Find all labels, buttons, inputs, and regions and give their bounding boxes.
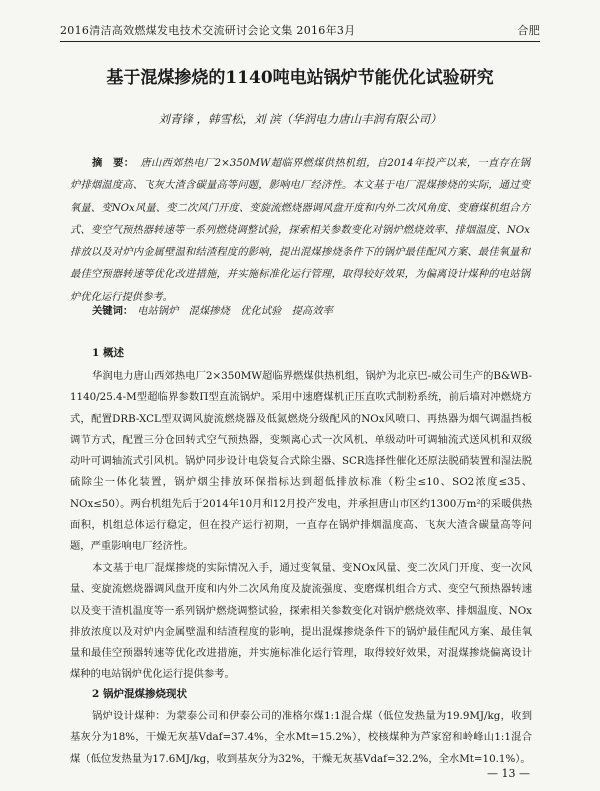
abstract-text: 唐山西郊热电厂2×350MW超临界燃煤供热机组，自2014年投产以来，一直存在锅炉排烟温度高、飞灰大渣含碳量高等问题，影响电厂经济性。本文基于电厂混煤掺烧的实际，通过变氧量、变NOx风量、变二次风门开度、变旋流燃烧器调风盘开度和内外二次风角度、变磨煤机组合方式、变空气预热器转速等一系列燃烧调整试验，探索相关参数变化对锅炉燃烧效率、排烟温度、NOx排放以及对炉内金属壁温和结渣程度的影响，提出混煤掺烧条件下的锅炉最佳配风方案、最佳氧量和最佳空预器转速等优化改进措施，并实施标准化运行管理，取得较好效果，为偏离设计煤种的电站锅炉优化运行提供参考。: [70, 157, 530, 303]
keywords-text: 电站锅炉 混煤掺烧 优化试验 提高效率: [137, 305, 333, 317]
section-1-heading: 1 概述: [92, 347, 124, 359]
header-location: 合肥: [517, 24, 540, 37]
abstract-label: 摘 要：: [92, 157, 135, 169]
running-header: [60, 22, 540, 38]
paper-title: 基于混煤掺烧的1140吨电站锅炉节能优化试验研究: [106, 68, 494, 88]
keywords: [92, 302, 530, 317]
header-proceedings-title: 2016清洁高效燃煤发电技术交流研讨会论文集 2016年3月: [60, 24, 356, 37]
section-1-paragraph-2: 本文基于电厂混煤掺烧的实际情况入手，通过变氧量、变NOx风量、变二次风门开度、变一次风量、变旋流燃烧器调风盘开度和内外二次风角度及旋流强度、变磨煤机组合方式、变空气预热器转速以及变干渣机温度等一系列锅炉燃烧调整试验，探索相关参数变化对锅炉燃烧效率、排烟温度、NOx排放浓度以及对炉内金属壁温和结渣程度的影响，提出混煤掺烧条件下的锅炉最佳配风方案、最佳氧量和最佳空预器转速等优化改进措施，并实施标准化运行管理，取得较好效果，对混煤掺烧偏离设计煤种的电站锅炉优化运行提供参考。: [70, 562, 532, 681]
section-2-paragraph-1: 锅炉设计煤种：为蒙泰公司和伊泰公司的准格尔煤1:1混合煤（低位发热量为19.9MJ/kg，收到基灰分为18%，干燥无灰基Vdaf=37.4%，全水Mt=15.2%），校核煤种为芦家窑和岭峰山1:1混合煤（低位发热量为17.6MJ/kg，收到基灰分为32%，干燥无灰基Vdaf=32.2%，全水Mt=10.1%）。: [70, 710, 532, 765]
page-number: — 13 —: [487, 767, 530, 780]
header-rule: [60, 41, 540, 42]
author-line: 刘青锋 ，韩雪松，刘 滨（华润电力唐山丰润有限公司）: [158, 112, 442, 126]
section-2-heading: 2 锅炉混煤掺烧现状: [92, 688, 187, 700]
section-1-paragraph-1: 华润电力唐山西郊热电厂2×350MW超临界燃煤供热机组，锅炉为北京巴-威公司生产的B&WB-1140/25.4-M型超临界参数Π型直流锅炉。采用中速磨煤机正压直吹式制粉系统，前后墙对冲燃烧方式，配置DRB-XCL型双调风旋流燃烧器及低氮燃烧分级配风的NOx风喷口、再热器为烟气调温挡板调节方式，配置三分仓回转式空气预热器，变频离心式一次风机、单级动叶可调轴流式送风机和双级动叶可调轴流式引风机。锅炉同步设计电袋复合式除尘器、SCR选择性催化还原法脱硝装置和湿法脱硫除尘一体化装置，锅炉烟尘排放环保指标达到超低排放标准（粉尘≤10、SO2浓度≤35、NOx≤50）。两台机组先后于2014年10月和12月投产发电，并承担唐山市区约1300万m²的采暖供热面积，机组总体运行稳定，但在投产运行初期，一直存在锅炉排烟温度高、飞灰大渣含碳量高等问题，严重影响电厂经济性。: [70, 370, 532, 553]
keywords-label: 关键词：: [92, 305, 134, 317]
abstract: [70, 152, 530, 308]
